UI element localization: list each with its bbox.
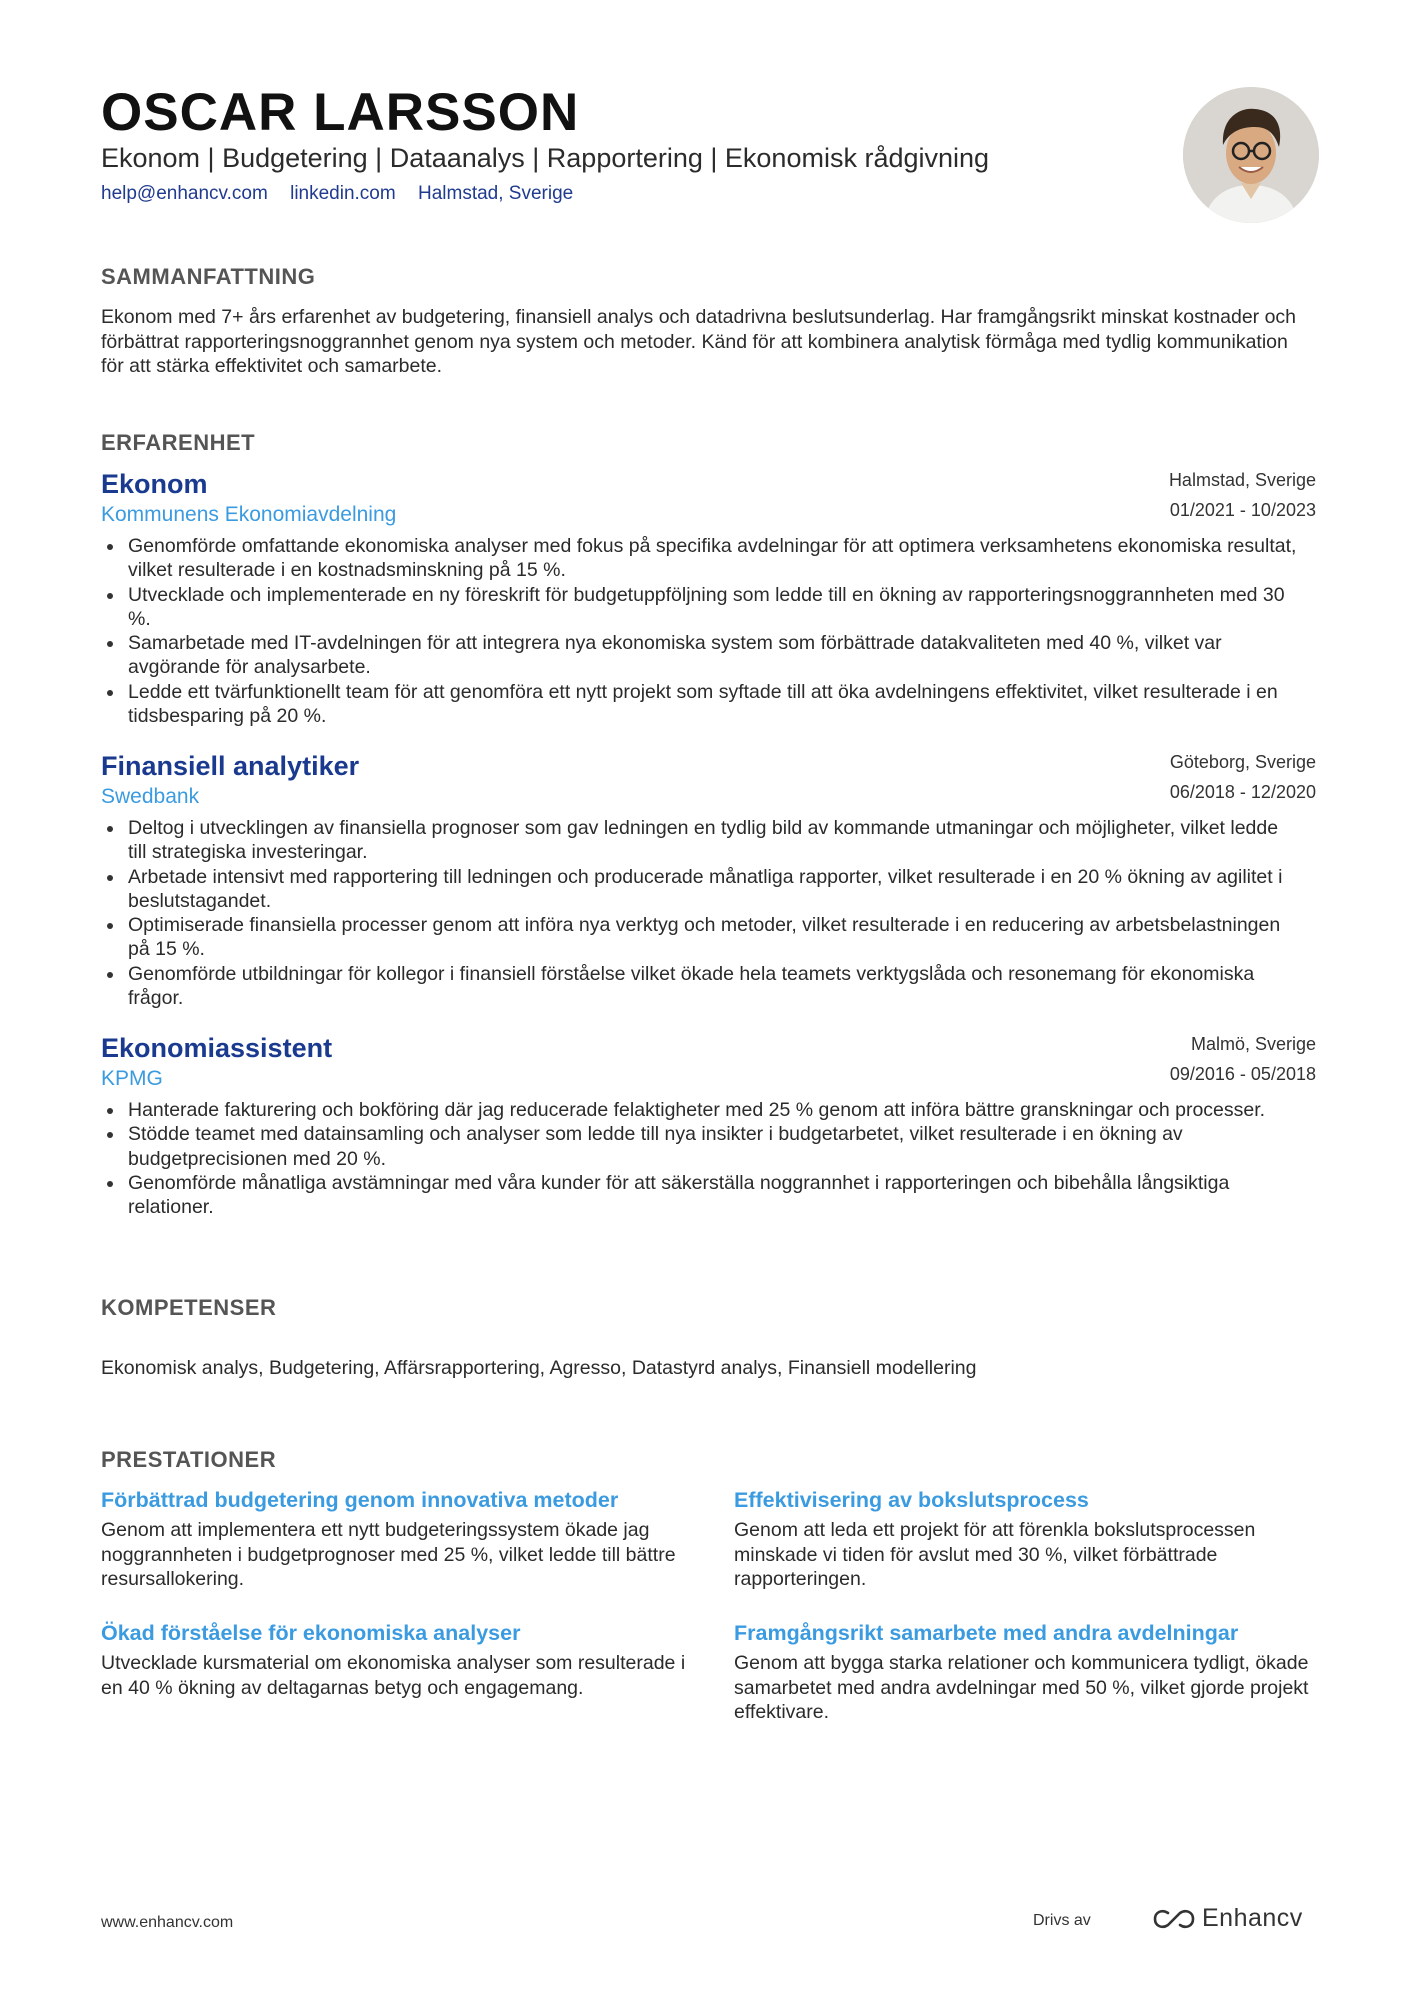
achievement-item xyxy=(101,1619,686,1700)
achievement-title: Ökad förståelse för ekonomiska analyser xyxy=(101,1621,521,1645)
job-company: Swedbank xyxy=(101,785,200,808)
achievement-text: Genom att bygga starka relationer och kommunicera tydligt, ökade samarbetet med andra avdelningar med 50 %, vilket gjorde projekt effektivare. xyxy=(734,1652,1309,1723)
skills-list xyxy=(101,1357,976,1380)
brand-name: Enhancv xyxy=(1202,1904,1303,1932)
section-title-skills: KOMPETENSER xyxy=(101,1295,277,1320)
skill-item: Ekonomisk analys, xyxy=(101,1357,264,1379)
list-item: Samarbetade med IT-avdelningen för att integrera nya ekonomiska system som förbättrade datakvaliteten med 40 %, vilket var avgörande för analysarbete. xyxy=(101,631,1301,680)
avatar xyxy=(1183,87,1319,223)
job-dates: 01/2021 - 10/2023 xyxy=(1169,500,1316,520)
achievement-title: Effektivisering av bokslutsprocess xyxy=(734,1488,1089,1512)
achievement-title: Framgångsrikt samarbete med andra avdelningar xyxy=(734,1621,1239,1645)
achievement-item xyxy=(734,1486,1319,1592)
list-item: Ledde ett tvärfunktionellt team för att genomföra ett nytt projekt som syftade till att öka avdelningens effektivitet, vilket resulterade i en tidsbesparing på 20 %. xyxy=(101,680,1301,729)
job-dates: 06/2018 - 12/2020 xyxy=(1169,782,1316,802)
powered-by-label: Drivs av xyxy=(1033,1912,1091,1929)
achievement-text: Utvecklade kursmaterial om ekonomiska analyser som resulterade i en 40 % ökning av deltagarnas betyg och engagemang. xyxy=(101,1652,686,1699)
skill-item: Finansiell modellering xyxy=(787,1357,977,1379)
list-item: Utvecklade och implementerade en ny föreskrift för budgetuppföljning som ledde till en ökning av rapporteringsnoggrannheten med 30 %. xyxy=(101,583,1301,632)
achievement-title: Förbättrad budgetering genom innovativa metoder xyxy=(101,1488,619,1512)
list-item: Genomförde utbildningar för kollegor i finansiell förståelse vilket ökade hela teamets verktygslåda och resonemang för ekonomiska frågor. xyxy=(101,962,1301,1011)
list-item: Arbetade intensivt med rapportering till ledningen och producerade månatliga rapporter, vilket resulterade i en 20 % ökning av agilitet i beslutstagandet. xyxy=(101,865,1301,914)
enhancv-logo-icon xyxy=(1152,1907,1196,1931)
achievement-text: Genom att leda ett projekt för att förenkla bokslutsprocessen minskade vi tiden för avslut med 30 %, vilket förbättrade rapporteringen. xyxy=(734,1519,1256,1590)
job-company: KPMG xyxy=(101,1067,163,1090)
job-dates: 09/2016 - 05/2018 xyxy=(1169,1064,1316,1084)
job-bullets xyxy=(101,534,1301,728)
footer-url-link[interactable]: www.enhancv.com xyxy=(101,1914,234,1931)
job-location: Halmstad, Sverige xyxy=(1168,470,1316,490)
skill-item: Datastyrd analys, xyxy=(631,1357,783,1379)
section-title-summary: SAMMANFATTNING xyxy=(101,264,316,289)
job-bullets xyxy=(101,1098,1301,1219)
list-item: Stödde teamet med datainsamling och analyser som ledde till nya insikter i budgetarbetet, vilket resulterade i en ökning av budgetprecisionen med 20 %. xyxy=(101,1122,1301,1171)
linkedin-link[interactable]: linkedin.com xyxy=(290,183,396,204)
achievement-text: Genom att implementera ett nytt budgeteringssystem ökade jag noggrannheten i budgetprognoser med 25 %, vilket ledde till bättre resursallokering. xyxy=(101,1519,676,1590)
list-item: Genomförde omfattande ekonomiska analyser med fokus på specifika avdelningar för att optimera verksamhetens ekonomiska resultat, vilket resulterade i en kostnadsminskning på 15 %. xyxy=(101,534,1301,583)
achievement-item xyxy=(101,1486,686,1592)
profile-photo-icon xyxy=(1183,87,1319,223)
location-text: Halmstad, Sverige xyxy=(417,183,574,204)
job-entry xyxy=(101,1032,1316,1219)
email-link[interactable]: help@enhancv.com xyxy=(101,183,268,204)
section-title-experience: ERFARENHET xyxy=(101,430,256,455)
skill-item: Budgetering, xyxy=(269,1357,380,1379)
job-title: Ekonomiassistent xyxy=(101,1033,333,1063)
job-entry xyxy=(101,468,1316,728)
list-item: Deltog i utvecklingen av finansiella prognoser som gav ledningen en tydlig bild av kommande utmaningar och möjligheter, vilket ledde till strategiska investeringar. xyxy=(101,816,1301,865)
headline: Ekonom | Budgetering | Dataanalys | Rapportering | Ekonomisk rådgivning xyxy=(101,143,990,173)
job-title: Ekonom xyxy=(101,469,208,499)
job-entry xyxy=(101,750,1316,1010)
achievement-item xyxy=(734,1619,1319,1725)
summary-text: Ekonom med 7+ års erfarenhet av budgetering, finansiell analys och datadrivna beslutsunderlag. Har framgångsrikt minskat kostnader och förbättrat rapporteringsnoggrannhet genom nya system och metoder. Känd för att kombinera analytisk förmåga med tydlig kommunikation för att stärka effektivitet och samarbete. xyxy=(101,306,1297,377)
enhancv-logo[interactable] xyxy=(1152,1904,1303,1933)
candidate-name: OSCAR LARSSON xyxy=(101,83,580,142)
job-location: Malmö, Sverige xyxy=(1190,1034,1316,1054)
list-item: Hanterade fakturering och bokföring där jag reducerade felaktigheter med 25 % genom att införa bättre granskningar och processer. xyxy=(101,1098,1301,1122)
list-item: Genomförde månatliga avstämningar med våra kunder för att säkerställa noggrannhet i rapporteringen och bibehålla långsiktiga relationer. xyxy=(101,1171,1301,1220)
job-company: Kommunens Ekonomiavdelning xyxy=(101,503,397,526)
contact-line xyxy=(101,183,590,205)
skill-item: Agresso, xyxy=(549,1357,627,1379)
job-location: Göteborg, Sverige xyxy=(1169,752,1316,772)
list-item: Optimiserade finansiella processer genom att införa nya verktyg och metoder, vilket resulterade i en reducering av arbetsbelastningen på 15 %. xyxy=(101,913,1301,962)
skill-item: Affärsrapportering, xyxy=(383,1357,546,1379)
job-title: Finansiell analytiker xyxy=(101,751,360,781)
section-title-achievements: PRESTATIONER xyxy=(101,1447,277,1472)
job-bullets xyxy=(101,816,1301,1010)
